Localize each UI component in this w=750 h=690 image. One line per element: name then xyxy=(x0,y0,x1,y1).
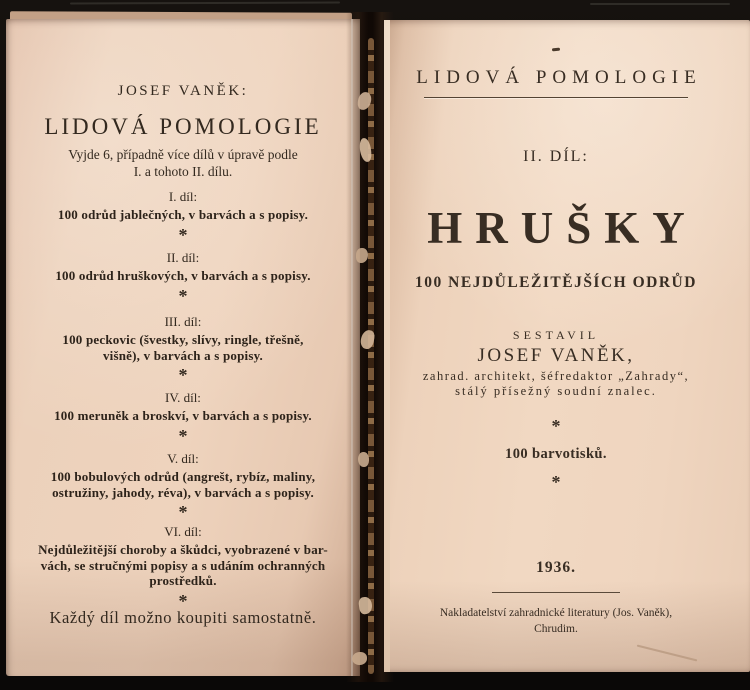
volume-desc-line: prostředků. xyxy=(149,573,217,588)
author-name: JOSEF VANĚK, xyxy=(477,345,635,366)
left-author-heading: JOSEF VANĚK: xyxy=(117,83,249,99)
photo-streak xyxy=(70,2,340,5)
book-title: HRUŠKY xyxy=(427,203,698,253)
volume-heading: V. díl: xyxy=(167,451,199,466)
volume-heading: I. díl: xyxy=(168,189,198,204)
volume-desc-line: 100 meruněk a broskví, v barvách a s popisy. xyxy=(54,408,312,423)
announcement-line: Vyjde 6, případně více dílů v úpravě podle xyxy=(68,147,298,162)
volume-desc-line: 100 odrůd jablečných, v barvách a s popisy. xyxy=(57,207,309,222)
volume-label: II. DÍL: xyxy=(523,148,589,165)
separator-star: * xyxy=(178,285,188,306)
series-underline xyxy=(424,97,688,99)
author-title-line: stálý přísežný soudní znalec. xyxy=(455,384,657,398)
volume-desc-line: 100 peckovic (švestky, slívy, ringle, třešně, xyxy=(62,332,304,347)
volume-desc-line: 100 bobulových odrůd (angrešt, rybíz, maliny, xyxy=(50,469,316,484)
separator-star: * xyxy=(551,472,561,492)
volume-entry-3 xyxy=(6,314,360,385)
publisher-line: Nakladatelství zahradnické literatury (Jos. Vaněk), xyxy=(439,607,673,619)
separator-star: * xyxy=(178,590,188,611)
photo-streak xyxy=(590,3,730,5)
publisher-rule xyxy=(492,592,620,593)
volume-desc-line: 100 odrůd hruškových, v barvách a s popisy. xyxy=(55,268,311,283)
volume-desc-line: ostružiny, jahody, réva), v barvách a s popisy. xyxy=(52,484,314,500)
volume-heading: II. díl: xyxy=(166,250,200,265)
separator-star: * xyxy=(178,425,188,446)
torn-paper-fragment xyxy=(356,248,368,263)
volume-entry-6 xyxy=(6,524,360,611)
separator-star: * xyxy=(178,502,188,522)
separator-star: * xyxy=(551,416,561,436)
spine-stitching xyxy=(368,38,374,674)
volume-desc-line: Nejdůležitější choroby a škůdci, vyobrazené v bar- xyxy=(38,542,328,557)
volume-desc-line: vách, se stručnými popisy a s udáním ochranných xyxy=(40,557,326,573)
volume-heading: VI. díl: xyxy=(164,524,202,539)
left-page xyxy=(6,19,360,676)
publication-year: 1936. xyxy=(536,559,576,576)
torn-paper-fragment xyxy=(358,452,369,467)
separator-star: * xyxy=(178,365,188,385)
author-title-line: zahrad. architekt, šéfredaktor „Zahrady“, xyxy=(422,369,690,383)
separator-star: * xyxy=(178,224,188,245)
left-series-title: LIDOVÁ POMOLOGIE xyxy=(44,114,322,139)
right-page-content xyxy=(384,20,728,672)
plates-note: 100 barvotisků. xyxy=(505,446,607,462)
volume-desc-line: višně), v barvách a s popisy. xyxy=(102,347,264,363)
volume-entry-5 xyxy=(6,451,360,522)
right-page xyxy=(384,20,750,672)
left-closing-note: Každý díl možno koupiti samostatně. xyxy=(49,608,317,627)
volume-heading: III. díl: xyxy=(164,314,202,329)
volume-entry-4 xyxy=(6,390,360,446)
publisher-line: Chrudim. xyxy=(534,623,578,635)
volume-heading: IV. díl: xyxy=(165,390,201,405)
torn-paper-fragment xyxy=(352,652,367,665)
volume-entry-2 xyxy=(6,250,360,306)
compiled-by-label: SESTAVIL xyxy=(512,328,600,342)
volume-entry-1 xyxy=(6,189,360,245)
announcement-line: I. a tohoto II. dílu. xyxy=(133,164,233,179)
right-series-title: LIDOVÁ POMOLOGIE xyxy=(416,67,702,88)
book-subtitle: 100 NEJDŮLEŽITĚJŠÍCH ODRŮD xyxy=(415,274,697,291)
